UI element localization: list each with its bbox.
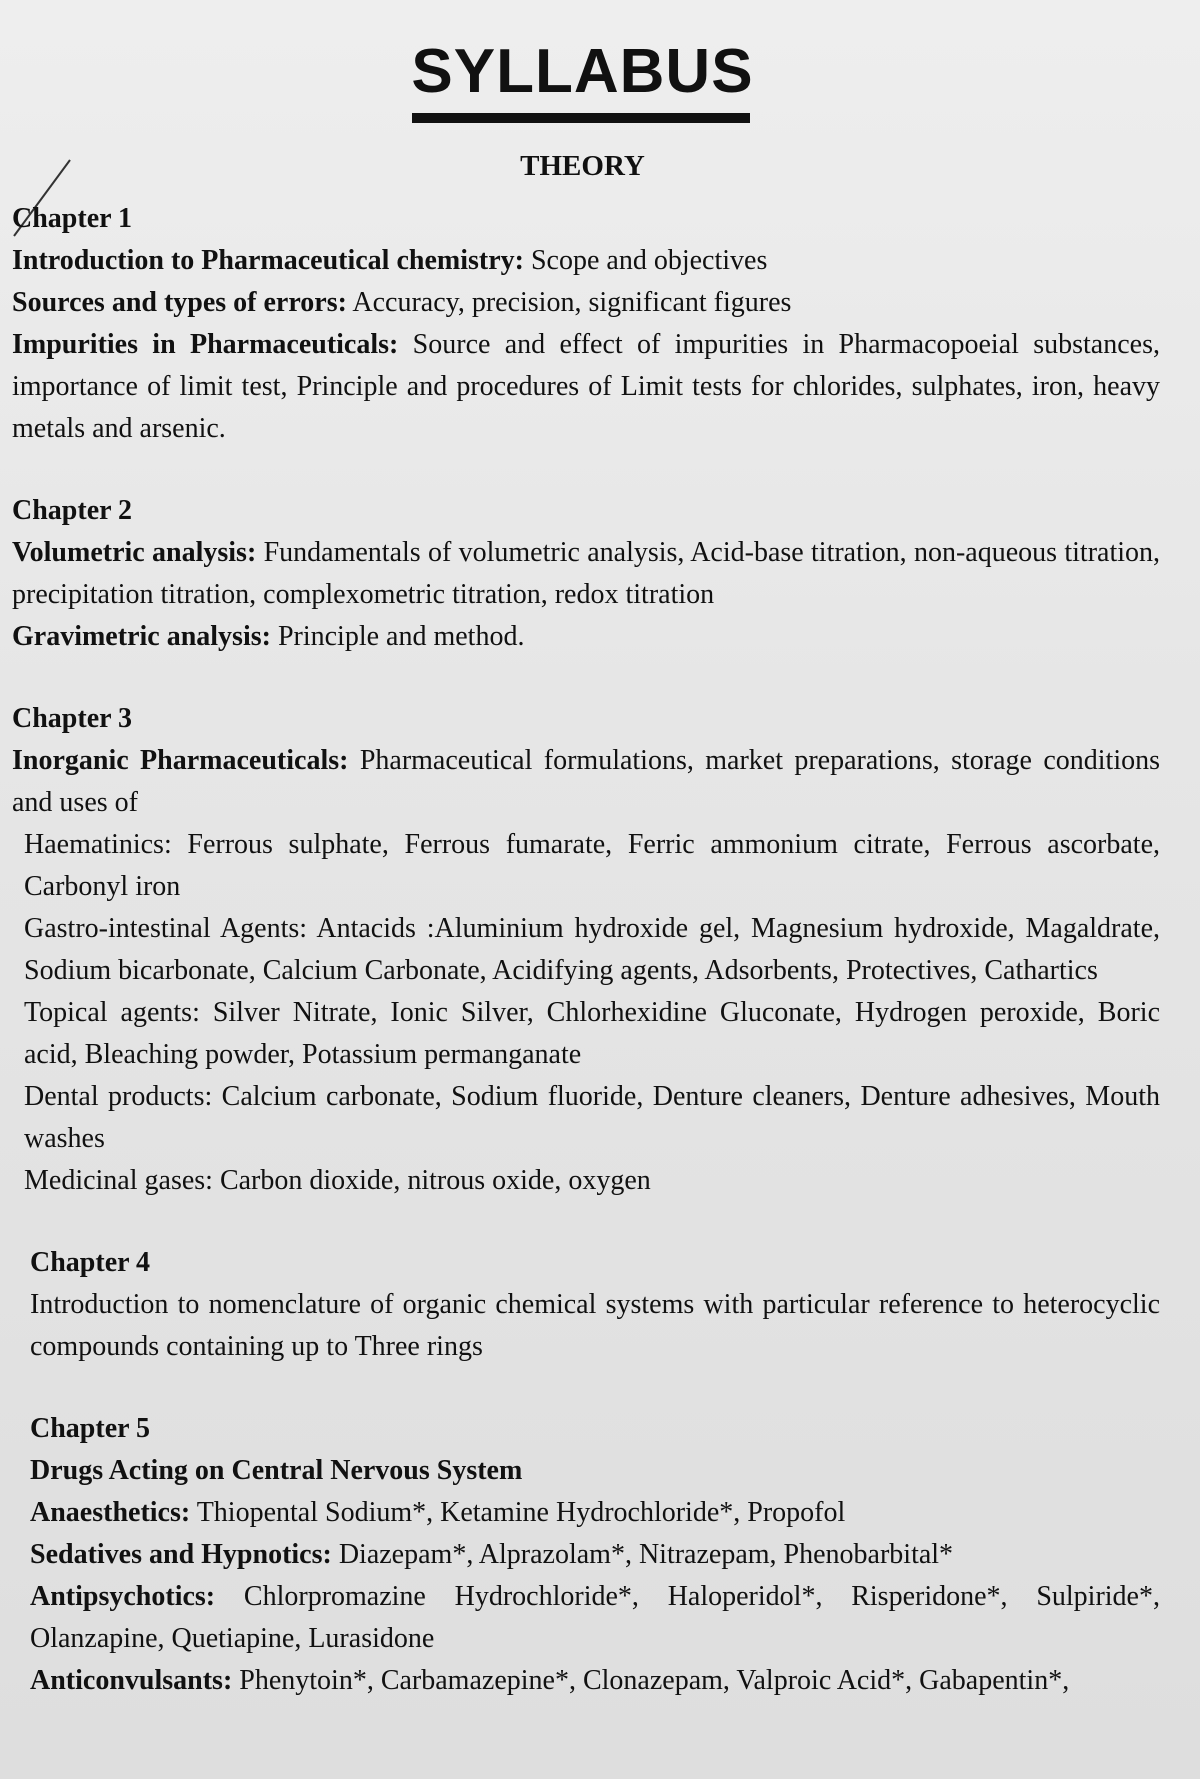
- syllabus-item: Anticonvulsants: Phenytoin*, Carbamazepine*, Clonazepam, Valproic Acid*, Gabapentin*,: [30, 1665, 1070, 1696]
- syllabus-item: Inorganic Pharmaceuticals: Pharmaceutical formulations, market preparations, storage conditions and uses of: [12, 745, 1160, 818]
- chapter-3: [12, 698, 1160, 1202]
- title-underline: [412, 113, 750, 123]
- chapter-heading: Chapter 1: [12, 203, 133, 234]
- chapter-2: [12, 490, 1160, 658]
- syllabus-item: Sedatives and Hypnotics: Diazepam*, Alprazolam*, Nitrazepam, Phenobarbital*: [30, 1539, 954, 1570]
- chapter-heading: Chapter 3: [12, 703, 133, 734]
- chapter-heading: Chapter 2: [12, 495, 133, 526]
- syllabus-item: Gravimetric analysis: Principle and method.: [12, 621, 525, 652]
- syllabus-item: Introduction to Pharmaceutical chemistry: Scope and objectives: [12, 245, 768, 276]
- chapter-5: [12, 1408, 1160, 1702]
- syllabus-item: Haematinics: Ferrous sulphate, Ferrous fumarate, Ferric ammonium citrate, Ferrous ascorbate, Carbonyl iron: [24, 829, 1160, 902]
- syllabus-item: Impurities in Pharmaceuticals: Source and effect of impurities in Pharmacopoeial substances, importance of limit test, Principle and procedures of Limit tests for chlorides, sulphates, iron, heavy metals and arsenic.: [12, 329, 1160, 444]
- syllabus-item: Antipsychotics: Chlorpromazine Hydrochloride*, Haloperidol*, Risperidone*, Sulpiride*, Olanzapine, Quetiapine, Lurasidone: [30, 1581, 1160, 1654]
- page-subtitle: THEORY: [520, 150, 645, 182]
- syllabus-item: Dental products: Calcium carbonate, Sodium fluoride, Denture cleaners, Denture adhesives, Mouth washes: [24, 1081, 1160, 1154]
- page-title: SYLLABUS: [411, 37, 754, 106]
- chapter-heading: Chapter 5: [30, 1413, 151, 1444]
- syllabus-item: Anaesthetics: Thiopental Sodium*, Ketamine Hydrochloride*, Propofol: [30, 1497, 846, 1528]
- chapter-1: [12, 198, 1160, 450]
- syllabus-subheading: Drugs Acting on Central Nervous System: [30, 1455, 523, 1486]
- syllabus-item: Gastro-intestinal Agents: Antacids :Aluminium hydroxide gel, Magnesium hydroxide, Magaldrate, Sodium bicarbonate, Calcium Carbonate, Acidifying agents, Adsorbents, Protectives, Cathartics: [24, 913, 1160, 986]
- syllabus-item: Topical agents: Silver Nitrate, Ionic Silver, Chlorhexidine Gluconate, Hydrogen peroxide, Boric acid, Bleaching powder, Potassium permanganate: [24, 997, 1160, 1070]
- syllabus-item: Sources and types of errors: Accuracy, precision, significant figures: [12, 287, 792, 318]
- syllabus-item: Introduction to nomenclature of organic chemical systems with particular reference to heterocyclic compounds containing up to Three rings: [30, 1289, 1160, 1362]
- syllabus-item: Medicinal gases: Carbon dioxide, nitrous oxide, oxygen: [24, 1165, 651, 1196]
- syllabus-item: Volumetric analysis: Fundamentals of volumetric analysis, Acid-base titration, non-aqueous titration, precipitation titration, complexometric titration, redox titration: [12, 537, 1161, 610]
- chapter-4: [12, 1242, 1160, 1368]
- syllabus-content: [12, 198, 1160, 1742]
- chapter-heading: Chapter 4: [30, 1247, 151, 1278]
